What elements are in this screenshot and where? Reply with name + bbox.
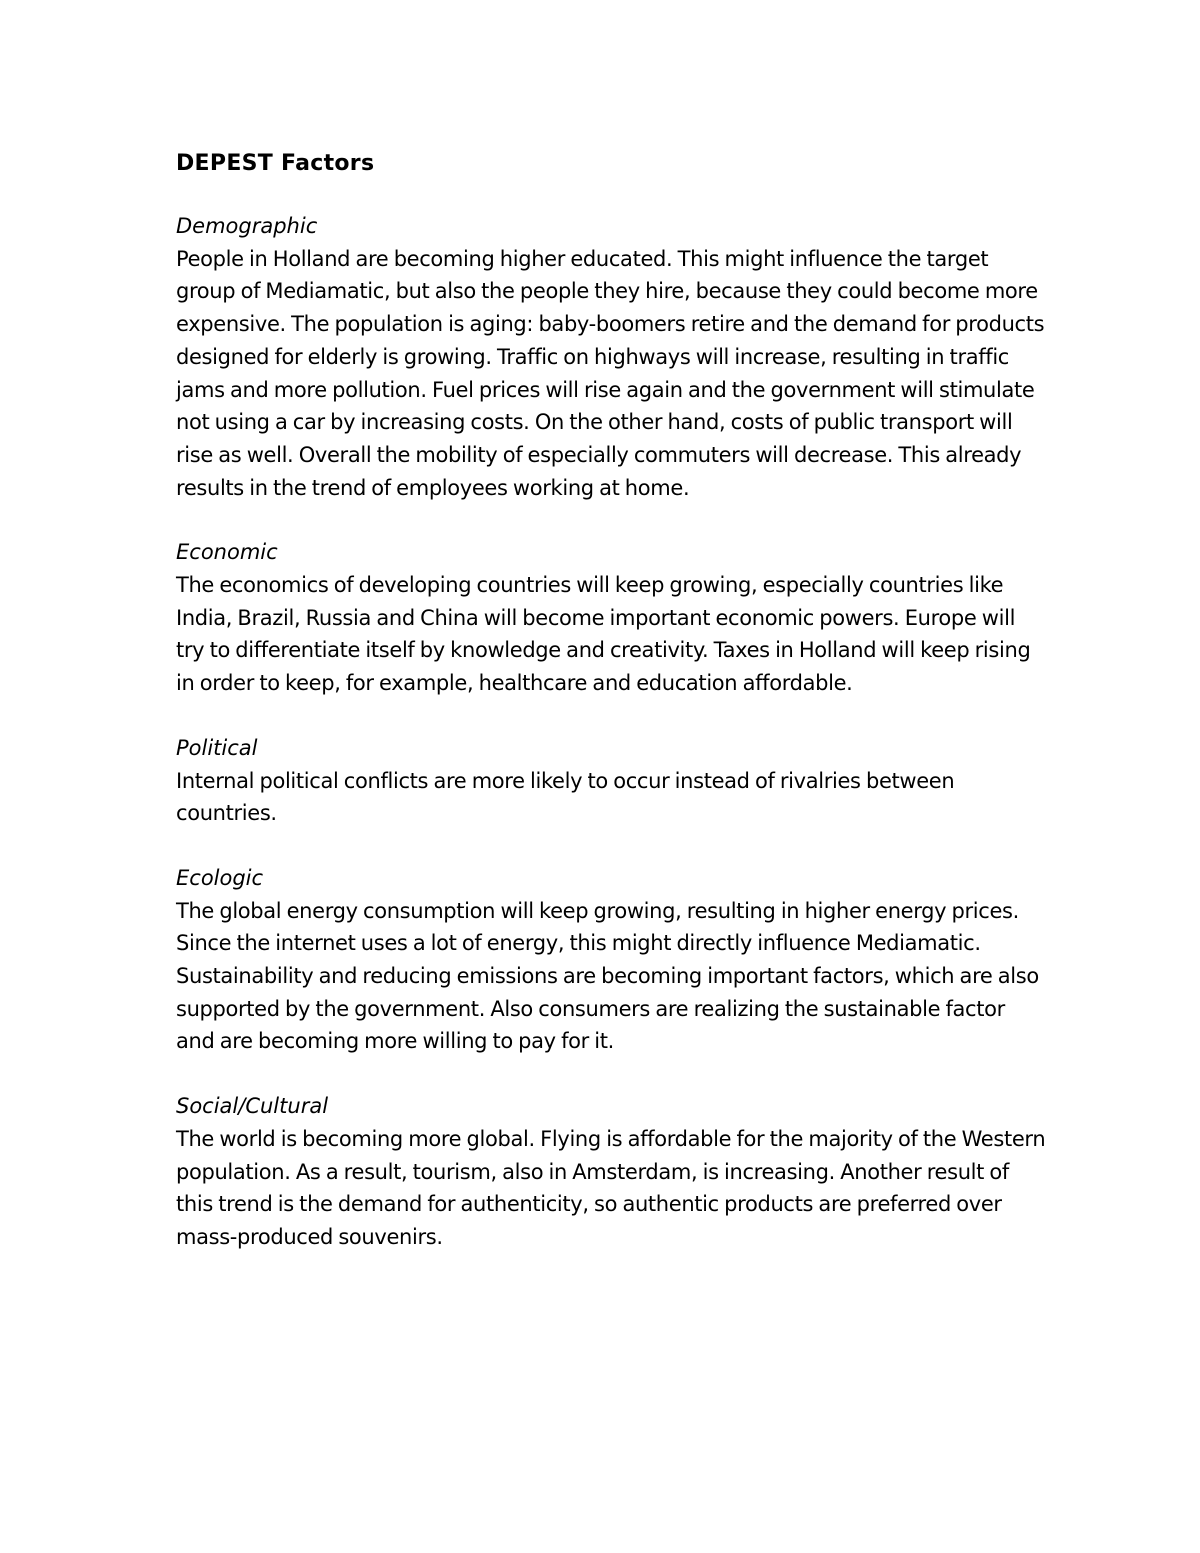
section-political xyxy=(176,732,1046,830)
section-heading: Economic xyxy=(176,540,278,565)
section-heading: Political xyxy=(176,735,258,760)
section-body: People in Holland are becoming higher educated. This might influence the target group of Mediamatic, but also the people they hire, because they could become more expensive. The population is aging: baby-boomers retire and the demand for products designed for elderly is growing. Traffic on highways will increase, resulting in traffic jams and more pollution. Fuel prices will rise again and the government will stimulate not using a car by increasing costs. On the other hand, costs of public transport will rise as well. Overall the mobility of especially commuters will decrease. This already results in the trend of employees working at home. xyxy=(176,246,1045,500)
section-body: Internal political conflicts are more likely to occur instead of rivalries between countries. xyxy=(176,768,955,826)
section-body: The global energy consumption will keep growing, resulting in higher energy prices. Since the internet uses a lot of energy, this might directly influence Mediamatic. Sustainability and reducing emissions are becoming important factors, which are also supported by the government. Also consumers are realizing the sustainable factor and are becoming more willing to pay for it. xyxy=(176,898,1039,1054)
section-economic xyxy=(176,536,1046,700)
section-heading: Ecologic xyxy=(176,865,264,890)
section-body: The economics of developing countries will keep growing, especially countries like India, Brazil, Russia and China will become important economic powers. Europe will try to differentiate itself by knowledge and creativity. Taxes in Holland will keep rising in order to keep, for example, healthcare and education affordable. xyxy=(176,573,1031,696)
section-demographic xyxy=(176,210,1046,504)
section-ecologic xyxy=(176,862,1046,1058)
document-title: DEPEST Factors xyxy=(176,151,375,176)
section-heading: Demographic xyxy=(176,214,318,238)
section-body: The world is becoming more global. Flying is affordable for the majority of the Western population. As a result, tourism, also in Amsterdam, is increasing. Another result of this trend is the demand for authenticity, so authentic products are preferred over mass-produced souvenirs. xyxy=(176,1126,1046,1249)
section-heading: Social/Cultural xyxy=(176,1094,329,1119)
document-page xyxy=(176,148,1046,1286)
section-social-cultural xyxy=(176,1090,1046,1254)
